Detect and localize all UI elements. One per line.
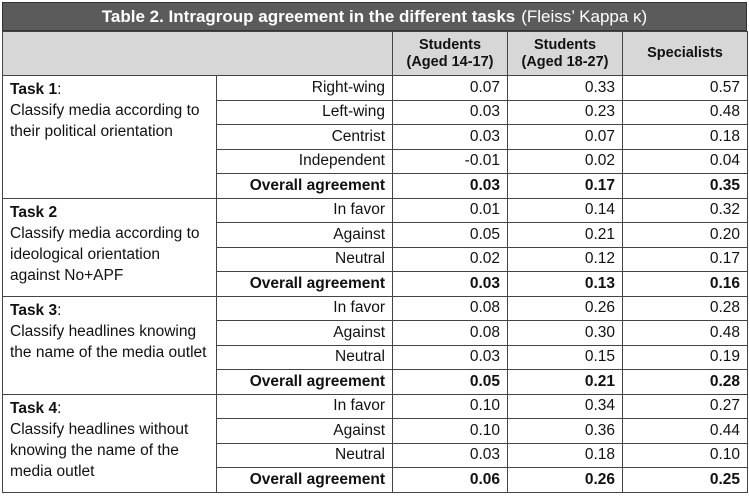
column-header [623,32,748,76]
kappa-value-cell: 0.28 [623,296,748,321]
task-label: Task 4 [10,399,58,417]
category-label: In favor [217,198,393,223]
kappa-value-cell: 0.10 [393,419,508,444]
category-label: In favor [217,296,393,321]
task-description: Classify media according to their political orientation [10,102,200,140]
kappa-value-cell: 0.10 [623,443,748,468]
task-label: Task 2 [10,203,58,221]
table-row [3,198,748,223]
kappa-value-cell: 0.08 [393,321,508,346]
kappa-value-cell: 0.03 [393,174,508,199]
kappa-value-cell: 0.10 [393,394,508,419]
category-label: Neutral [217,345,393,370]
kappa-value-cell: 0.01 [393,198,508,223]
task-description: Classify headlines knowing the name of the media outlet [10,322,207,361]
kappa-value-cell: 0.03 [393,272,508,297]
kappa-value-cell: 0.18 [508,443,623,468]
task-label-suffix: : [57,301,62,319]
header-empty-cell [3,32,393,76]
kappa-value-cell: 0.48 [623,321,748,346]
table-title-sub: (Fleiss’ Kappa κ) [521,6,648,26]
kappa-value-cell: 0.21 [508,223,623,248]
kappa-value-cell: 0.20 [623,223,748,248]
kappa-value-cell: 0.03 [393,345,508,370]
overall-label: Overall agreement [217,468,393,493]
kappa-value-cell: 0.34 [508,394,623,419]
column-header-line2: (Aged 18-27) [521,53,609,70]
table-row [3,394,748,419]
overall-label: Overall agreement [217,272,393,297]
kappa-value-cell: 0.14 [508,198,623,223]
kappa-value-cell: 0.04 [623,149,748,174]
overall-label: Overall agreement [217,174,393,199]
column-header [393,32,508,76]
kappa-value-cell: 0.25 [623,468,748,493]
header-row [3,32,748,76]
kappa-value-cell: 0.18 [623,125,748,150]
task-label: Task 3 [10,301,58,319]
kappa-value-cell: 0.27 [623,394,748,419]
kappa-value-cell: 0.05 [393,223,508,248]
kappa-value-cell: 0.19 [623,345,748,370]
kappa-value-cell: 0.13 [508,272,623,297]
category-label: Against [217,419,393,444]
kappa-value-cell: 0.03 [393,443,508,468]
kappa-value-cell: 0.28 [623,370,748,395]
kappa-value-cell: -0.01 [393,149,508,174]
kappa-value-cell: 0.03 [393,125,508,150]
task-label: Task 1 [10,81,58,98]
task-cell [3,198,217,296]
kappa-value-cell: 0.35 [623,174,748,199]
kappa-value-cell: 0.36 [508,419,623,444]
kappa-value-cell: 0.17 [623,247,748,272]
column-header-line1: Students [418,36,482,53]
kappa-value-cell: 0.06 [393,468,508,493]
task-cell [3,76,217,199]
kappa-value-cell: 0.48 [623,100,748,125]
kappa-value-cell: 0.08 [393,296,508,321]
agreement-table-figure [2,2,747,494]
table-body [3,76,748,493]
category-label: Right-wing [217,76,393,101]
category-label: Left-wing [217,100,393,125]
kappa-value-cell: 0.17 [508,174,623,199]
column-header-line1: Students [533,36,597,53]
column-header [508,32,623,76]
category-label: Neutral [217,247,393,272]
task-description: Classify headlines without knowing the name of the media outlet [10,420,189,480]
category-label: Against [217,223,393,248]
kappa-value-cell: 0.07 [393,76,508,101]
kappa-value-cell: 0.32 [623,198,748,223]
agreement-table [2,31,748,493]
kappa-value-cell: 0.07 [508,125,623,150]
table-title [2,2,747,31]
kappa-value-cell: 0.33 [508,76,623,101]
kappa-value-cell: 0.16 [623,272,748,297]
category-label: Neutral [217,443,393,468]
kappa-value-cell: 0.12 [508,247,623,272]
table-row [3,76,748,101]
task-description: Classify media according to ideological orientation against No+APF [10,224,200,284]
overall-label: Overall agreement [217,370,393,395]
kappa-value-cell: 0.30 [508,321,623,346]
task-cell [3,296,217,394]
kappa-value-cell: 0.05 [393,370,508,395]
kappa-value-cell: 0.03 [393,100,508,125]
table-row [3,296,748,321]
category-label: Independent [217,149,393,174]
kappa-value-cell: 0.26 [508,468,623,493]
task-label-suffix: : [57,399,62,417]
task-cell [3,394,217,492]
table-title-main: Table 2. Intragroup agreement in the different tasks [101,6,516,26]
column-header-line2: (Aged 14-17) [406,53,494,70]
category-label: In favor [217,394,393,419]
category-label: Centrist [217,125,393,150]
kappa-value-cell: 0.21 [508,370,623,395]
kappa-value-cell: 0.15 [508,345,623,370]
category-label: Against [217,321,393,346]
column-header-line1: Specialists [647,45,723,61]
kappa-value-cell: 0.23 [508,100,623,125]
kappa-value-cell: 0.44 [623,419,748,444]
task-label-suffix: : [57,81,62,98]
kappa-value-cell: 0.26 [508,296,623,321]
kappa-value-cell: 0.02 [393,247,508,272]
kappa-value-cell: 0.57 [623,76,748,101]
kappa-value-cell: 0.02 [508,149,623,174]
